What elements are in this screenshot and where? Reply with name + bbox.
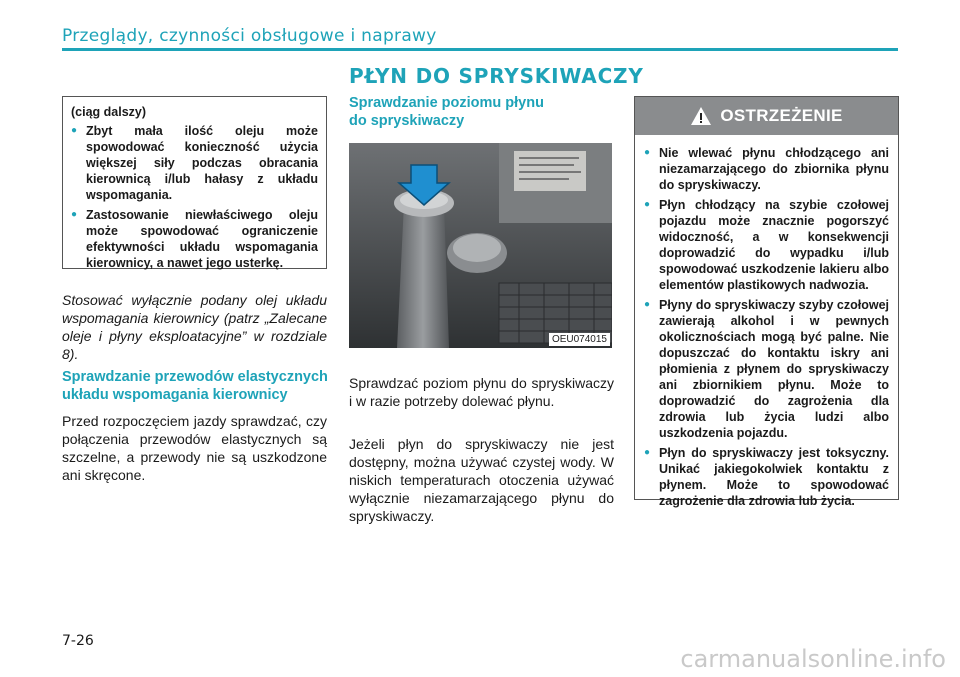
warning-body	[635, 135, 898, 509]
warning-bullet-4: ● Płyn do spryskiwaczy jest toksyczny. Unikać jakiegokolwiek kontaktu z płynem. Może to spowodować zagrożenie dla zdrowia lub życia.	[644, 445, 889, 509]
washer-section-title: PŁYN DO SPRYSKIWACZY	[349, 64, 644, 88]
continued-bullet-1: ● Zbyt mała ilość oleju może spowodować konieczność użycia większej siły podczas obracania kierownicą i/lub hałasy z układu wspomagania.	[71, 123, 318, 203]
warning-bullet-2: ● Płyn chłodzący na szybie czołowej pojazdu może znacznie pogorszyć widoczność, a w konsekwencji doprowadzić do wypadku i/lub spowodować uszkodzenie lakieru albo elementów plastikowych nadwozia.	[644, 197, 889, 293]
warning-bullet-3: ● Płyny do spryskiwaczy szyby czołowej zawierają alkohol i w pewnych okolicznościach mogą być palne. Nie dopuszczać do kontaktu iskry ani płomienia z płynem do spryskiwaczy ani zbiornikiem płynu. Może to doprowadzić do zagrożenia dla zdrowia lub życia ludzi albo uszkodzenia pojazdu.	[644, 297, 889, 441]
engine-bay-illustration	[349, 143, 612, 348]
warning-title: OSTRZEŻENIE	[720, 106, 843, 125]
washer-text-1: Sprawdzać poziom płynu do spryskiwaczy i w razie potrzeby dolewać płynu.	[349, 375, 614, 409]
continued-bullet-2: ● Zastosowanie niewłaściwego oleju może spowodować ograniczenie efektywności układu wspomagania kierownicy, a nawet jego usterkę.	[71, 207, 318, 271]
washer-reservoir-photo	[349, 143, 612, 348]
header-rule	[62, 48, 898, 51]
continued-box	[62, 96, 327, 269]
page-number: 7-26	[62, 633, 94, 649]
washer-subheading-line1: Sprawdzanie poziomu płynu	[349, 95, 544, 111]
warning-bullet-1: ● Nie wlewać płynu chłodzącego ani niezamarzającego do zbiornika płynu do spryskiwaczy.	[644, 145, 889, 193]
photo-code: OEU074015	[549, 333, 610, 346]
washer-subheading	[349, 94, 619, 130]
warning-triangle-icon	[690, 106, 712, 126]
hoses-text: Przed rozpoczęciem jazdy sprawdzać, czy połączenia przewodów elastycznych są szczelne, a przewody nie są uszkodzone ani skręcone.	[62, 413, 327, 483]
watermark: carmanualsonline.info	[680, 645, 946, 673]
page-header-title: Przeglądy, czynności obsługowe i naprawy	[62, 26, 437, 46]
fluid-note: Stosować wyłącznie podany olej układu wspomagania kierownicy (patrz „Zalecane oleje i płyny eksploatacyjne” w rozdziale 8).	[62, 292, 327, 362]
warning-header	[635, 97, 898, 135]
washer-text-2: Jeżeli płyn do spryskiwaczy nie jest dostępny, można używać czystej wody. W niskich temperaturach otoczenia używać wyłącznie niezamarzającego płynu do spryskiwaczy.	[349, 436, 614, 524]
continued-label: (ciąg dalszy)	[71, 105, 147, 119]
hoses-subheading: Sprawdzanie przewodów elastycznych układu wspomagania kierownicy	[62, 369, 328, 403]
warning-box	[634, 96, 899, 508]
washer-subheading-line2: do spryskiwaczy	[349, 113, 465, 129]
